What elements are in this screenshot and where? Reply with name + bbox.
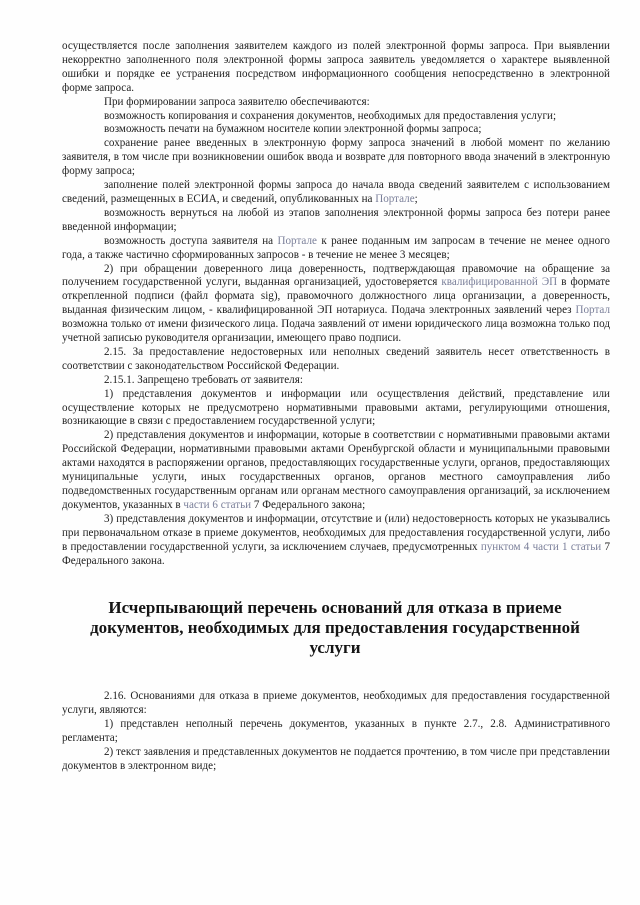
portal-link[interactable]: Портале (277, 234, 317, 247)
text-run: в формате открепленной подписи (файл формата sig), правомочного должностного лица организации, а доверенность, выданная физическим лицом, - квалифицированной ЭП нотариуса. Подача электронных заявлений через (62, 276, 610, 317)
paragraph: сохранение ранее введенных в электронную форму запроса значений в любой момент по желанию заявителя, в том числе при возникновении ошибок ввода и возврате для повторного ввода значений в электронную форму запроса; (62, 137, 610, 178)
paragraph: 2.15.1. Запрещено требовать от заявителя: (104, 373, 303, 386)
text-run: 7 Федерального закона. (62, 540, 611, 567)
portal-link[interactable]: Портал (575, 304, 610, 317)
paragraph (62, 263, 610, 346)
text-run: возможность доступа заявителя на (104, 234, 278, 247)
paragraph (62, 179, 610, 207)
paragraph: 2.16. Основаниями для отказа в приеме документов, необходимых для предоставления государственной услуги, являются: (62, 690, 610, 717)
paragraph (62, 429, 610, 512)
text-run: к ранее поданным им запросам в течение не менее одного года, а также частично сформированных запросов - в течение не менее 3 месяцев; (62, 234, 610, 261)
paragraph: возможность копирования и сохранения документов, необходимых для предоставления услуги; (104, 109, 557, 122)
text-run: 7 Федерального закона; (251, 498, 366, 511)
text-run: ; (414, 192, 418, 205)
text-run: 2) представления документов и информации, которые в соответствии с нормативными правовыми актами Российской Федерации, нормативными правовыми актами Оренбургской области и муниципальными правовыми актами находятся в распоряжении органов, предоставляющих государственные услуги, органов, предоставляющих муниципальные услуги, иных государственных органов, органов местного самоуправления либо подведомственных государственным органам или органам местного самоуправления организаций, за исключением документов, указанных в (62, 429, 610, 511)
law-article-link[interactable]: части 6 статьи (183, 498, 252, 511)
paragraph: 1) представлен неполный перечень документов, указанных в пункте 2.7., 2.8. Административного регламента; (62, 718, 610, 745)
paragraph: возможность печати на бумажном носителе копии электронной формы запроса; (104, 123, 482, 136)
qualified-signature-link[interactable]: квалифицированной ЭП (441, 276, 558, 289)
text-run: заполнение полей электронной формы запроса до начала ввода сведений заявителем с использованием сведений, размещенных в ЕСИА, и сведений, опубликованных на (62, 179, 610, 205)
paragraph: 1) представления документов и информации или осуществления действий, представление или осуществление которых не предусмотрено нормативными правовыми актами, регулирующими отношения, возникающие в связи с предоставлением государственной услуги; (62, 387, 610, 428)
paragraph: возможность вернуться на любой из этапов заполнения электронной формы запроса без потери ранее введенной информации; (62, 206, 610, 233)
paragraph (62, 235, 610, 263)
section-heading: Исчерпывающий перечень оснований для отказа в приеме документов, необходимых для предоставления государственной услуги (90, 598, 580, 658)
paragraph: осуществляется после заполнения заявителем каждого из полей электронной формы запроса. При выявлении некорректно заполненного поля электронной формы запроса заявитель уведомляется о характере выявленной ошибки и порядке ее устранения посредством информационного сообщения непосредственно в электронной форме запроса. (62, 40, 610, 94)
text-run: 2) при обращении доверенного лица доверенность, подтверждающая правомочие на обращение за получением государственной услуги, выданная организацией, удостоверяется (62, 262, 610, 289)
text-run: возможна только от имени физического лица. Подача заявлений от имени юридического лица возможна только под учетной записью руководителя организации, имеющего право подписи. (62, 318, 610, 345)
portal-link[interactable]: Портале (375, 192, 415, 205)
text-run: 3) представления документов и информации, отсутствие и (или) недостоверность которых не указывались при первоначальном отказе в приеме документов, необходимых для предоставления государственной услуги, либо в предоставлении государственной услуги, за исключением случаев, предусмотренных (62, 512, 610, 553)
paragraph (62, 513, 610, 569)
paragraph: 2) текст заявления и представленных документов не поддается прочтению, в том числе при представлении документов в электронном виде; (62, 746, 610, 772)
paragraph: 2.15. За предоставление недостоверных или неполных сведений заявитель несет ответственность в соответствии с законодательством Российской Федерации. (62, 345, 610, 372)
law-article-link[interactable]: пунктом 4 части 1 статьи (480, 540, 602, 553)
paragraph: При формировании запроса заявителю обеспечиваются: (104, 95, 370, 108)
